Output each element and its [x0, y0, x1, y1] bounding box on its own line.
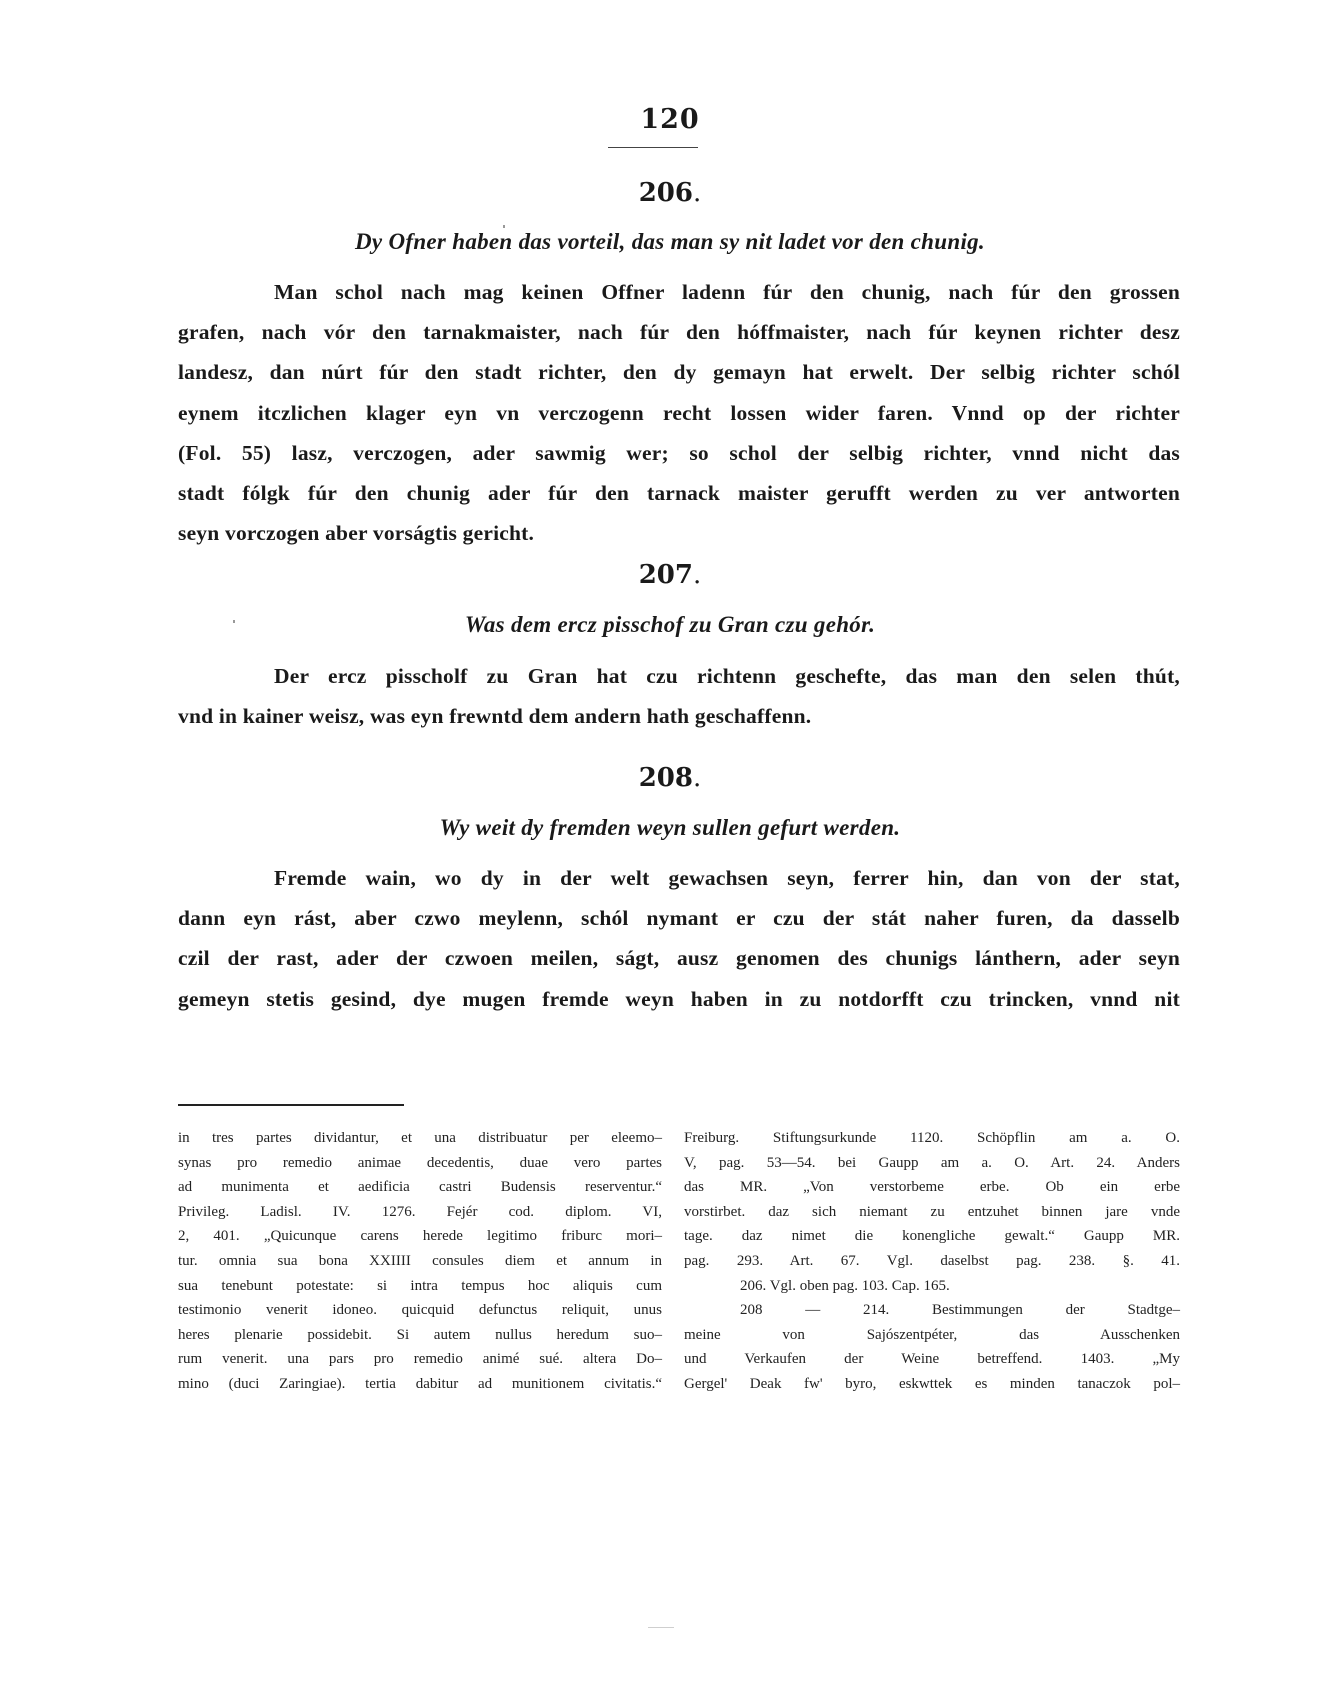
- footnote-line: testimonio venerit idoneo. quicquid defunctus reliquit, unus: [178, 1302, 662, 1319]
- section-number-206: 206.: [638, 178, 702, 208]
- text-line: czil der rast, ader der czwoen meilen, ságt, ausz genomen des chunigs lánthern, ader seyn: [178, 946, 1180, 971]
- footnote-line: vorstirbet. daz sich niemant zu entzuhet binnen jare vnde: [684, 1203, 1180, 1220]
- section-body-208: [178, 858, 1180, 1019]
- text-line: gemeyn stetis gesind, dye mugen fremde weyn haben in zu notdorfft czu trincken, vnnd nit: [178, 986, 1180, 1011]
- bottom-mark: [648, 1627, 674, 1628]
- text-line: stadt fólgk fúr den chunig ader fúr den tarnack maister gerufft werden zu ver antworten: [178, 480, 1180, 505]
- text-line: dann eyn rást, aber czwo meylenn, schól nymant er czu der stát naher furen, da dasselb: [178, 906, 1180, 931]
- text-line: landesz, dan núrt fúr den stadt richter, den dy gemayn hat erwelt. Der selbig richter schól: [178, 360, 1180, 385]
- text-line: Man schol nach mag keinen Offner ladenn fúr den chunig, nach fúr den grossen: [274, 280, 1180, 304]
- section-number-text: 208: [638, 763, 693, 793]
- footnote-line: und Verkaufen der Weine betreffend. 1403. „My: [684, 1351, 1180, 1368]
- page-number: 120: [640, 104, 700, 135]
- text-line: eynem itczlichen klager eyn vn verczogenn recht lossen wider faren. Vnnd op der richter: [178, 400, 1180, 425]
- footnote-line: sua tenebunt potestate: si intra tempus hoc aliquis cum: [178, 1277, 662, 1294]
- section-title-208: Wy weit dy fremden weyn sullen gefurt werden.: [439, 815, 901, 840]
- footnote-line: V, pag. 53—54. bei Gaupp am a. O. Art. 24. Anders: [684, 1154, 1180, 1171]
- text-line: (Fol. 55) lasz, verczogen, ader sawmig wer; so schol der selbig richter, vnnd nicht das: [178, 440, 1180, 465]
- footnote-line: 208 — 214. Bestimmungen der Stadtge–: [740, 1302, 1180, 1319]
- scan-speck: [233, 620, 235, 623]
- footnote-line: 2, 401. „Quicunque carens herede legitimo friburc mori–: [178, 1228, 662, 1245]
- footnote-line: ad munimenta et aedificia castri Budensis reserventur.“: [178, 1179, 662, 1196]
- footnote-line: Gergel' Deak fw' byro, eskwttek es minden tanaczok pol–: [684, 1375, 1180, 1392]
- footnotes-right-column: [684, 1126, 1180, 1397]
- footnote-line: Freiburg. Stiftungsurkunde 1120. Schöpflin am a. O.: [684, 1130, 1180, 1146]
- footnote-line: das MR. „Von verstorbeme erbe. Ob ein erbe: [684, 1179, 1180, 1196]
- page-number-rule: [608, 147, 698, 148]
- section-title-206: Dy Ofner haben das vorteil, das man sy nit ladet vor den chunig.: [354, 229, 985, 254]
- section-title-207: Was dem ercz pisschof zu Gran czu gehór.: [464, 612, 876, 637]
- section-number-208: 208.: [638, 763, 702, 793]
- footnote-line: tage. daz nimet die konengliche gewalt.“ Gaupp MR.: [684, 1228, 1180, 1245]
- footnote-line: in tres partes dividantur, et una distribuatur per eleemo–: [178, 1130, 662, 1146]
- text-line: vnd in kainer weisz, was eyn frewntd dem andern hath geschaffenn.: [178, 704, 812, 729]
- text-line: seyn vorczogen aber vorságtis gericht.: [178, 521, 535, 546]
- footnote-line: heres plenarie possidebit. Si autem nullus heredum suo–: [178, 1326, 662, 1343]
- footnote-line: 206. Vgl. oben pag. 103. Cap. 165.: [740, 1277, 950, 1294]
- scan-speck: [503, 225, 505, 228]
- section-body-206: [178, 272, 1180, 553]
- footnote-line: pag. 293. Art. 67. Vgl. daselbst pag. 238. §. 41.: [684, 1252, 1180, 1269]
- footnote-line: tur. omnia sua bona XXIIII consules diem et annum in: [178, 1252, 662, 1269]
- text-line: grafen, nach vór den tarnakmaister, nach fúr den hóffmaister, nach fúr keynen richter desz: [178, 320, 1180, 345]
- footnote-line: synas pro remedio animae decedentis, duae vero partes: [178, 1154, 662, 1171]
- footnote-line: rum venerit. una pars pro remedio animé sué. altera Do–: [178, 1351, 662, 1368]
- footnotes-left-column: [178, 1126, 662, 1397]
- footnote-line: mino (duci Zaringiae). tertia dabitur ad munitionem civitatis.“: [178, 1375, 662, 1392]
- section-number-text: 206: [638, 178, 693, 208]
- section-body-207: [178, 656, 1180, 736]
- footnote-line: meine von Sajószentpéter, das Ausschenken: [684, 1326, 1180, 1343]
- text-line: Fremde wain, wo dy in der welt gewachsen seyn, ferrer hin, dan von der stat,: [274, 866, 1180, 890]
- text-line: Der ercz pisscholf zu Gran hat czu richtenn geschefte, das man den selen thút,: [274, 664, 1180, 688]
- section-number-207: 207.: [638, 560, 702, 590]
- section-number-text: 207: [638, 560, 693, 590]
- footnote-rule: [178, 1104, 404, 1106]
- footnote-line: Privileg. Ladisl. IV. 1276. Fejér cod. diplom. VI,: [178, 1203, 662, 1220]
